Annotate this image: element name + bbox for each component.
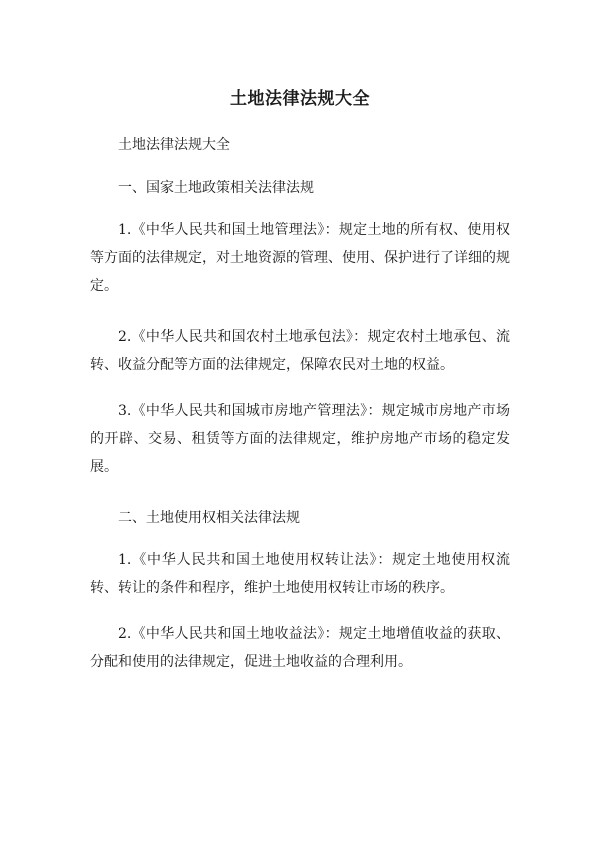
- law-item-1-3: 3.《中华人民共和国城市房地产管理法》：规定城市房地产市场的开辟、交易、租赁等方面的法律规定，维护房地产市场的稳定发展。: [90, 403, 510, 475]
- section-heading-1: 一、国家土地政策相关法律法规: [118, 180, 314, 196]
- law-item-2-1: 1.《中华人民共和国土地使用权转让法》：规定土地使用权流转、转让的条件和程序，维护土地使用权转让市场的秩序。: [90, 552, 510, 596]
- law-item-1-2: 2.《中华人民共和国农村土地承包法》：规定农村土地承包、流转、收益分配等方面的法律规定，保障农民对土地的权益。: [90, 329, 510, 373]
- section-heading-2: 二、土地使用权相关法律法规: [118, 510, 300, 526]
- document-title: 土地法律法规大全: [230, 89, 370, 109]
- law-item-1-1: 1.《中华人民共和国土地管理法》：规定土地的所有权、使用权等方面的法律规定，对土地资源的管理、使用、保护进行了详细的规定。: [90, 222, 510, 294]
- law-item-2-2: 2.《中华人民共和国土地收益法》：规定土地增值收益的获取、分配和使用的法律规定，促进土地收益的合理利用。: [90, 626, 510, 670]
- document-subtitle: 土地法律法规大全: [118, 137, 230, 153]
